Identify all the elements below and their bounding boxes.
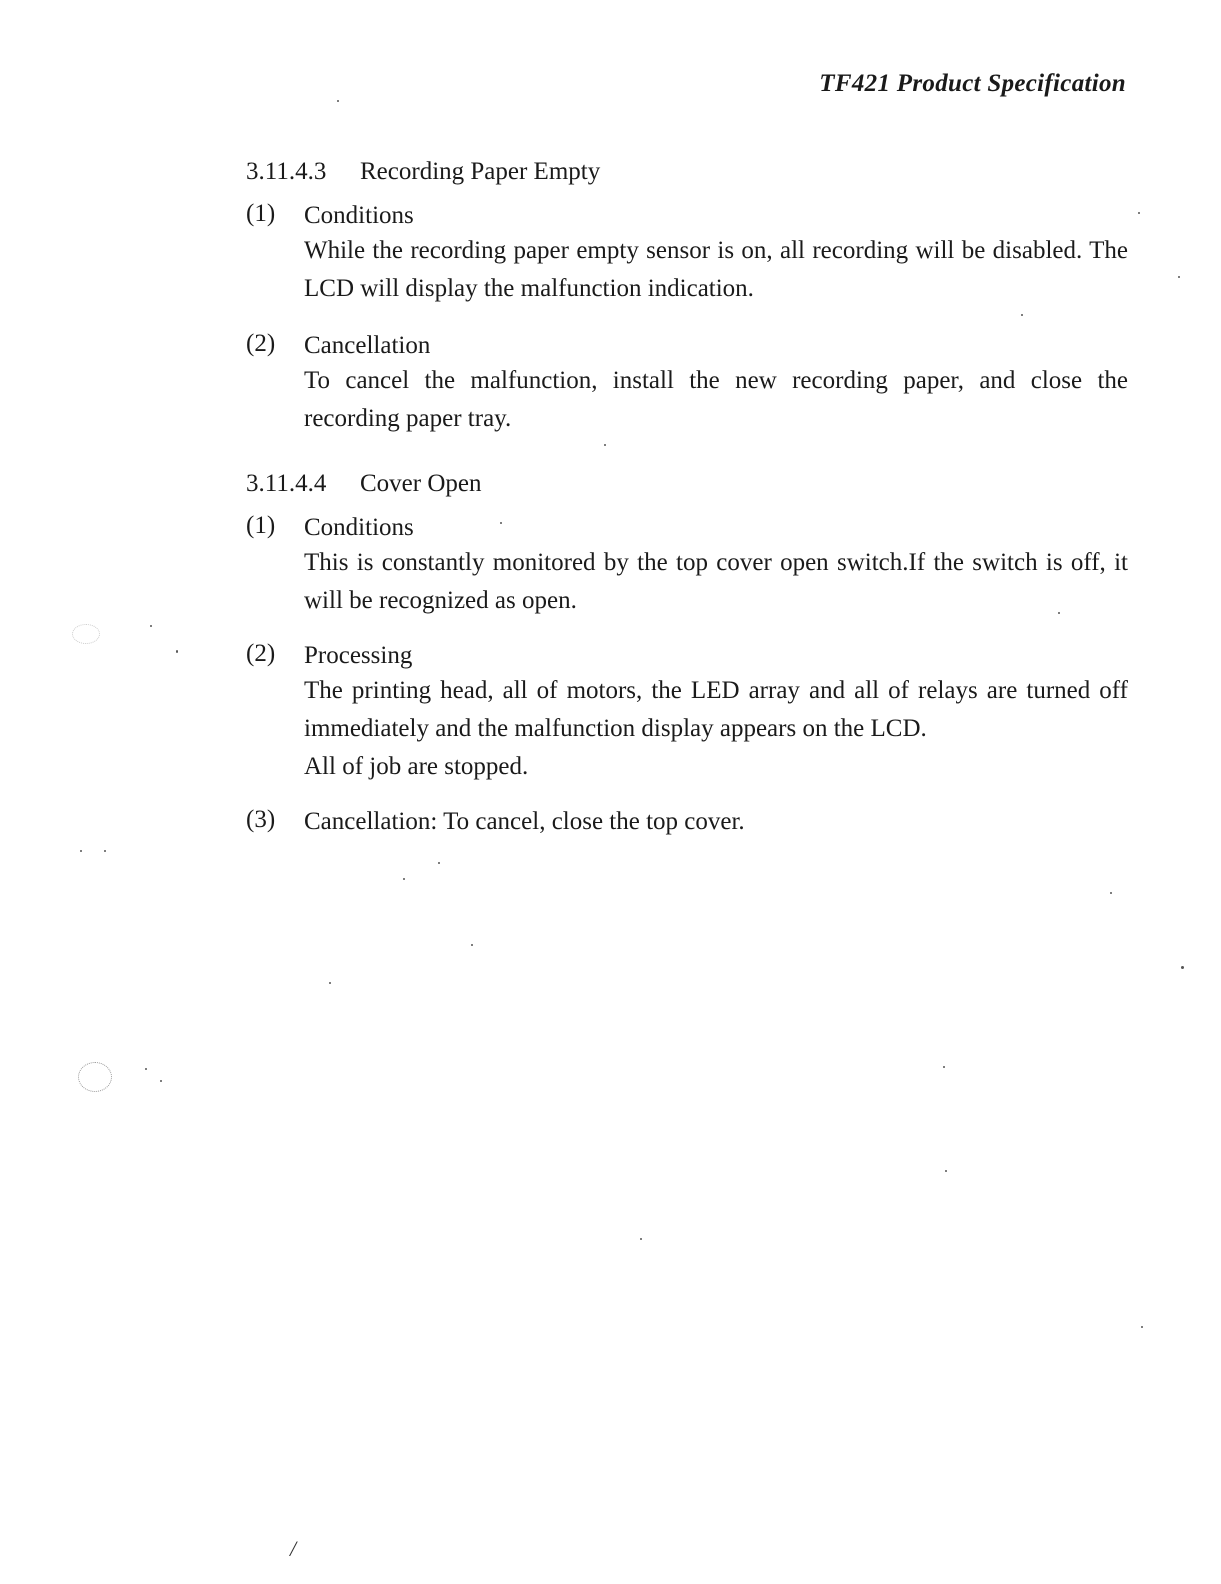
list-item [246, 330, 1128, 438]
item-marker: (1) [246, 200, 276, 227]
scan-speck [1181, 966, 1184, 969]
scan-smudge [78, 1062, 112, 1092]
item-title: Conditions [304, 202, 414, 229]
section-number: 3.11.4.3 [246, 158, 327, 185]
section-title: Cover Open [360, 470, 482, 497]
item-body: This is constantly monitored by the top cover open switch.If the switch is off, it will be recognized as open. [304, 549, 1128, 614]
scan-speck [403, 878, 405, 880]
scan-speck [1141, 1326, 1143, 1328]
section-heading [246, 158, 1128, 186]
section-heading [246, 470, 1128, 498]
list-item [246, 806, 1128, 838]
stray-mark: / [290, 1536, 297, 1561]
item-body: To cancel the malfunction, install the new recording paper, and close the recording paper tray. [304, 367, 1128, 432]
list-item [246, 512, 1128, 620]
section-recording-paper-empty [246, 158, 1128, 438]
item-inline-text: Cancellation: To cancel, close the top cover. [304, 808, 745, 835]
scan-speck [145, 1068, 147, 1070]
scan-speck [943, 1066, 945, 1068]
item-title: Processing [304, 642, 413, 669]
list-item [246, 640, 1128, 786]
item-title: Conditions [304, 514, 414, 541]
scan-speck [176, 650, 178, 653]
scan-speck [337, 100, 339, 102]
scan-speck [471, 944, 473, 946]
scan-speck [80, 850, 82, 852]
scan-speck [1110, 892, 1112, 894]
item-marker: (2) [246, 640, 276, 667]
scan-speck [1178, 276, 1180, 278]
scan-speck [604, 444, 606, 446]
scan-speck [500, 522, 502, 524]
item-title: Cancellation [304, 332, 431, 359]
scan-speck [438, 862, 440, 864]
item-body: The printing head, all of motors, the LED array and all of relays are turned off immediately and the malfunction display appears on the LCD. [304, 677, 1128, 742]
scan-speck [150, 625, 152, 627]
header-title: TF421 Product Specification [819, 70, 1126, 97]
scan-speck [1138, 212, 1140, 214]
section-number: 3.11.4.4 [246, 470, 327, 497]
scan-speck [104, 850, 106, 852]
section-title: Recording Paper Empty [360, 158, 601, 185]
scan-speck [1021, 314, 1023, 316]
item-marker: (2) [246, 330, 276, 357]
scan-speck [945, 1170, 947, 1172]
scan-smudge [72, 624, 100, 644]
scan-speck [1058, 612, 1060, 614]
section-cover-open [246, 470, 1128, 838]
item-marker: (3) [246, 806, 276, 833]
scan-speck [329, 982, 331, 984]
item-body-continued: All of job are stopped. [304, 753, 529, 780]
scan-speck [160, 1080, 162, 1082]
scan-speck [640, 1238, 642, 1240]
item-body: While the recording paper empty sensor is on, all recording will be disabled. The LCD will display the malfunction indication. [304, 237, 1128, 302]
list-item [246, 200, 1128, 308]
item-marker: (1) [246, 512, 276, 539]
